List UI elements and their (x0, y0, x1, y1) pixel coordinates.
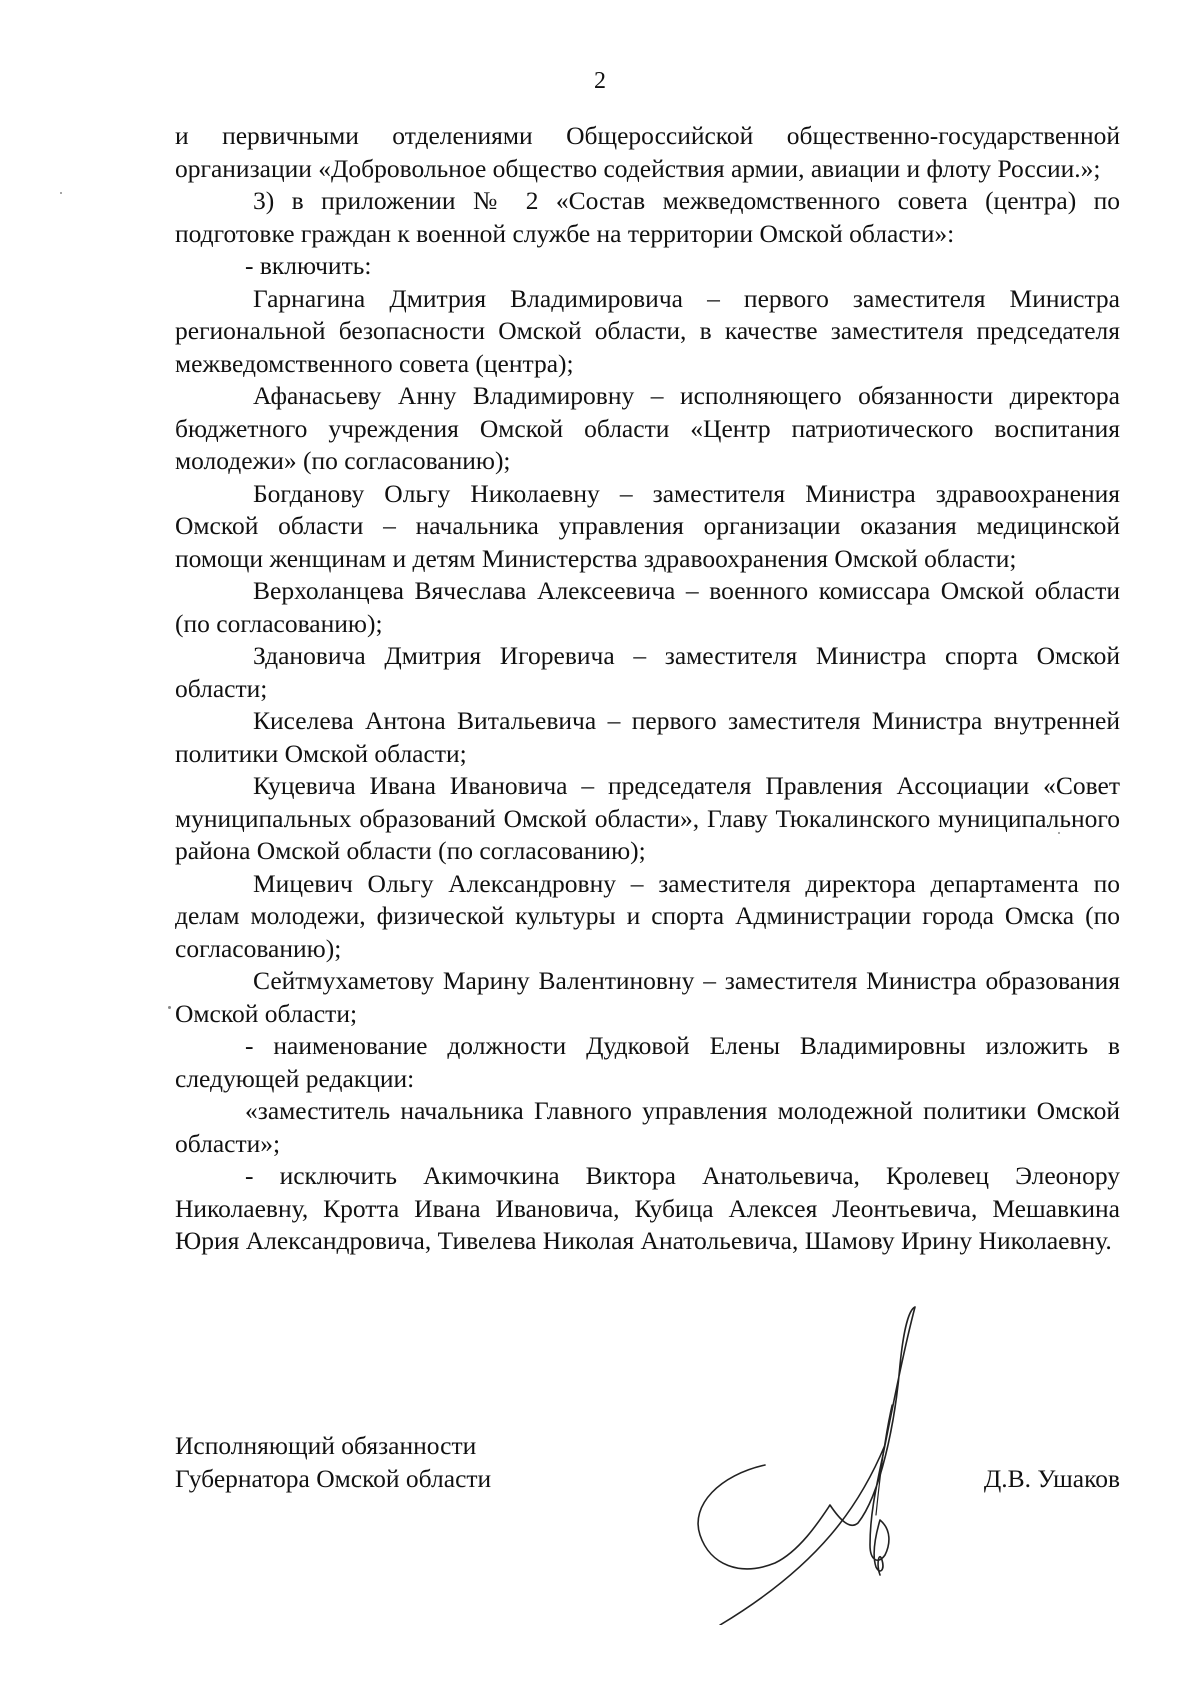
scan-speck (60, 192, 62, 194)
paragraph-15: - исключить Акимочкина Виктора Анатольевича, Кролевец Элеонору Николаевну, Кротта Ивана Ивановича, Кубица Алексея Леонтьевича, Мешавкина Юрия Александровича, Тивелева Николая Анатольевича, Шамову Ирину Николаевну. (175, 1161, 1120, 1255)
paragraph-2: 3) в приложении № 2 «Состав межведомственного совета (центра) по подготовке граждан к военной службе на территории Омской области»: (175, 186, 1120, 248)
paragraph-14: «заместитель начальника Главного управления молодежной политики Омской области»; (175, 1096, 1120, 1158)
paragraph-12: Сейтмухаметову Марину Валентиновну – заместителя Министра образования Омской области; (175, 966, 1120, 1028)
paragraph-7: Верхоланцева Вячеслава Алексеевича – военного комиссара Омской области (по согласованию); (175, 576, 1120, 638)
paragraph-5: Афанасьеву Анну Владимировну – исполняющего обязанности директора бюджетного учреждения Омской области «Центр патриотического воспитания молодежи» (по согласованию); (175, 381, 1120, 475)
paragraph-11: Мицевич Ольгу Александровну – заместителя директора департамента по делам молодежи, физической культуры и спорта Администрации города Омска (по согласованию); (175, 868, 1120, 963)
paragraph-8: Здановича Дмитрия Игоревича – заместителя Министра спорта Омской области; (175, 641, 1120, 703)
paragraph-10: Куцевича Ивана Ивановича – председателя Правления Ассоциации «Совет муниципальных образований Омской области», Главу Тюкалинского муниципального района Омской области (по согласованию); (175, 771, 1120, 865)
paragraph-3: - включить: (245, 251, 372, 280)
paragraph-4: Гарнагина Дмитрия Владимировича – первого заместителя Министра региональной безопасности Омской области, в качестве заместителя председателя межведомственного совета (центра); (175, 283, 1120, 378)
document-body (175, 120, 1120, 1258)
paragraph-1: и первичными отделениями Общероссийской общественно-государственной организации «Добровольное общество содействия армии, авиации и флоту России.»; (175, 121, 1120, 183)
paragraph-9: Киселева Антона Витальевича – первого заместителя Министра внутренней политики Омской области; (175, 706, 1120, 768)
signatory-name: Д.В. Ушаков (983, 1463, 1120, 1493)
signatory-title-line-2: Губернатора Омской области (175, 1463, 492, 1493)
scan-speck (168, 1006, 171, 1009)
paragraph-6: Богданову Ольгу Николаевну – заместителя Министра здравоохранения Омской области – начальника управления организации оказания медицинской помощи женщинам и детям Министерства здравоохранения Омской области; (175, 478, 1120, 573)
paragraph-13: - наименование должности Дудковой Елены Владимировны изложить в следующей редакции: (175, 1031, 1120, 1093)
scan-speck (1058, 832, 1060, 834)
signature-block (175, 1430, 1120, 1495)
signatory-title-line-1: Исполняющий обязанности (175, 1431, 477, 1460)
page-number: 2 (594, 68, 606, 94)
